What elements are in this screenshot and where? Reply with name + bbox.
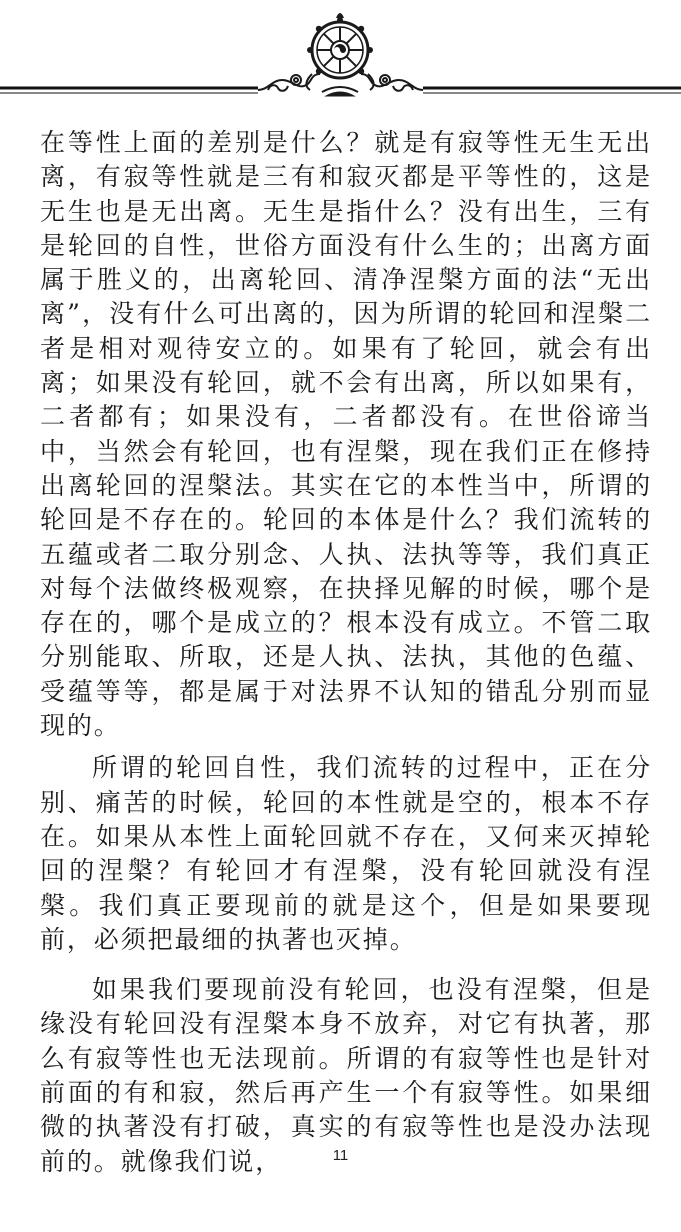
paragraph: 在等性上面的差别是什么？就是有寂等性无生无出离，有寂等性就是三有和寂灭都是平等性的，这是无生也是无出离。无生是指什么？没有出生，三有是轮回的自性，世俗方面没有什么生的；出离方面属于胜义的，出离轮回、清净涅槃方面的法“无出离”，没有什么可出离的，因为所谓的轮回和涅槃二者是相对观待安立的。如果有了轮回，就会有出离；如果没有轮回，就不会有出离，所以如果有，二者都有；如果没有，二者都没有。在世俗谛当中，当然会有轮回，也有涅槃，现在我们正在修持出离轮回的涅槃法。其实在它的本性当中，所谓的轮回是不存在的。轮回的本体是什么？我们流转的五蕴或者二取分别念、人执、法执等等，我们真正对每个法做终极观察，在抉择见解的时候，哪个是存在的，哪个是成立的？根本没有成立。不管二取分别能取、所取，还是人执、法执，其他的色蕴、受蕴等等，都是属于对法界不认知的错乱分别而显现的。	[40, 128, 652, 741]
page-header-ornament	[0, 0, 681, 110]
paragraph: 如果我们要现前没有轮回，也没有涅槃，但是缘没有轮回没有涅槃本身不放弃，对它有执著，那么有寂等性也无法现前。所谓的有寂等性也是针对前面的有和寂，然后再产生一个有寂等性。如果细微的执著没有打破，真实的有寂等性也是没办法现前的。就像我们说，	[40, 975, 652, 1176]
dharma-wheel-icon	[306, 13, 373, 96]
page-number: 11	[332, 1147, 349, 1164]
body-text	[40, 126, 652, 1179]
paragraph: 所谓的轮回自性，我们流转的过程中，正在分别、痛苦的时候，轮回的本性就是空的，根本不存在。如果从本性上面轮回就不存在，又何来灭掉轮回的涅槃？有轮回才有涅槃，没有轮回就没有涅槃。我们真正要现前的就是这个，但是如果要现前，必须把最细的执著也灭掉。	[40, 753, 652, 954]
